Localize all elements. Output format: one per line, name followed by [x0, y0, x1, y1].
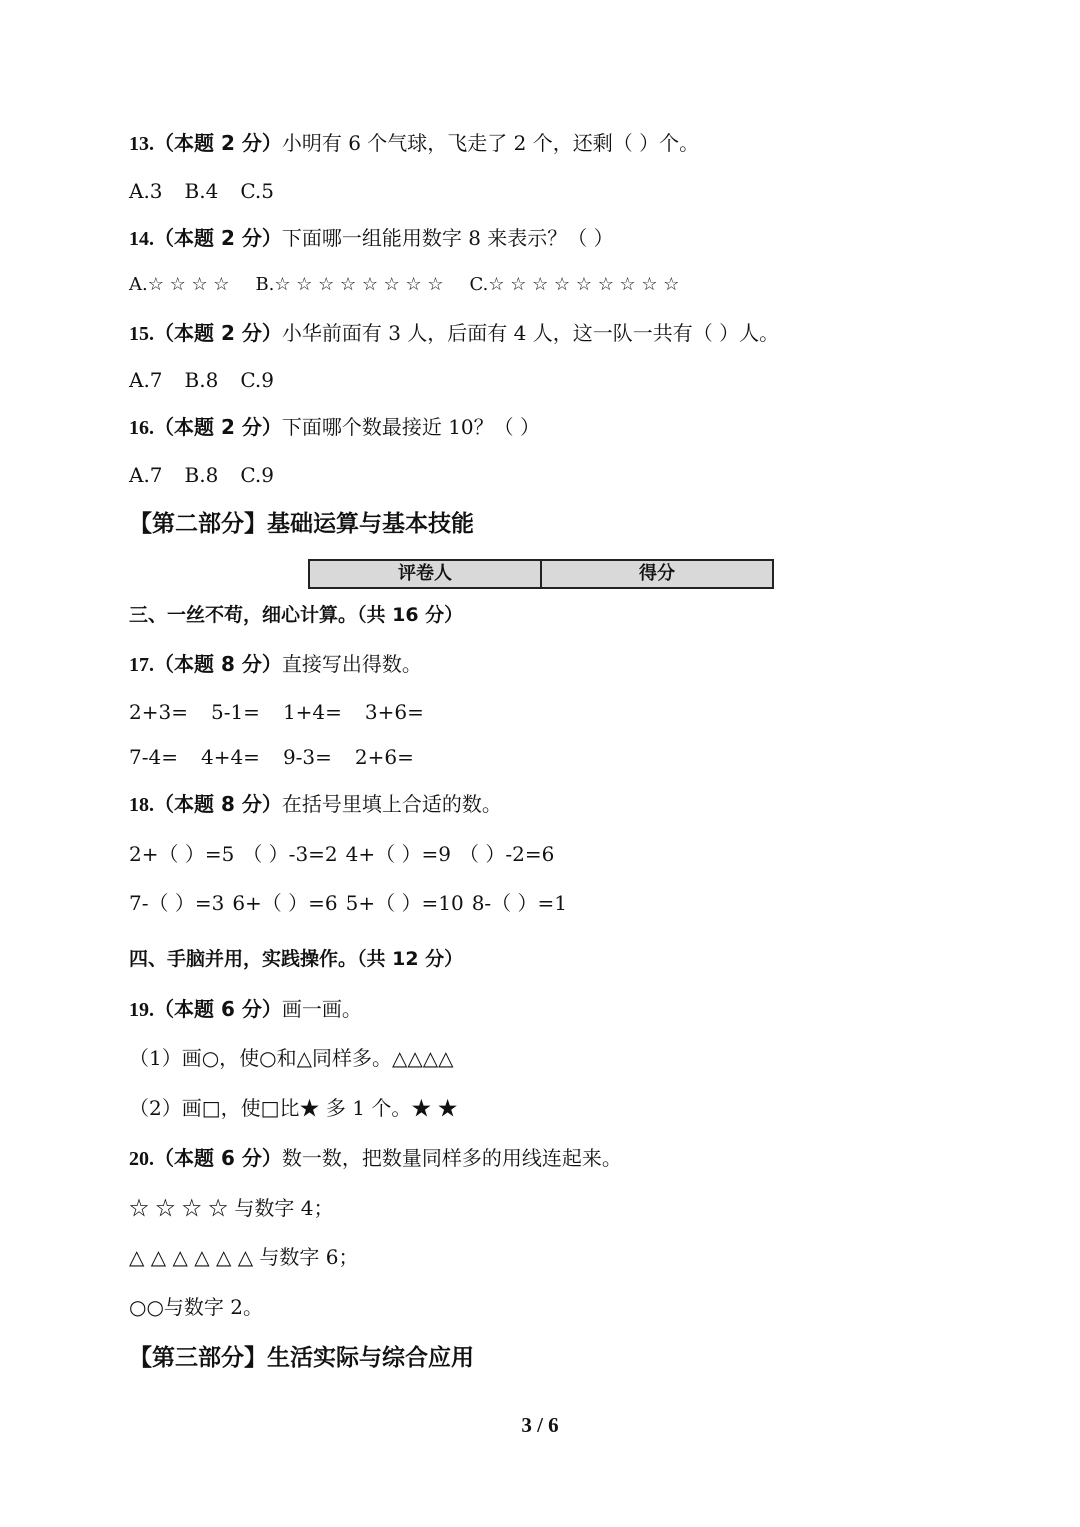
question-number: 19.: [129, 999, 154, 1021]
question-14-options: [129, 273, 679, 297]
fill-in-equation: 4+（ ）=9: [345, 842, 451, 866]
equation: 2+6=: [354, 745, 414, 769]
fill-in-equation: （ ）-3=2: [242, 842, 338, 866]
option-b: B.4: [184, 179, 219, 203]
question-text: 下面哪一组能用数字 8 来表示？（ ）: [281, 226, 614, 250]
equation: 1+4=: [282, 700, 342, 724]
equation: 9-3=: [282, 745, 332, 769]
question-points: （本题 6 分）: [154, 997, 282, 1021]
question-19-sub-1: （1）画○，使○和△同样多。△△△△: [129, 1046, 454, 1070]
option-b: B.8: [184, 368, 219, 392]
question-text: 小华前面有 3 人，后面有 4 人，这一队一共有（ ）人。: [281, 321, 780, 345]
question-18-row-2: [129, 891, 575, 915]
fill-in-equation: 2+（ ）=5: [129, 842, 235, 866]
section-3-heading: 三、一丝不苟，细心计算。（共 16 分）: [129, 604, 464, 626]
option-b: B.☆ ☆ ☆ ☆ ☆ ☆ ☆ ☆: [255, 274, 444, 295]
option-a: A.3: [129, 179, 163, 203]
question-16: [129, 415, 540, 440]
grader-reviewer-cell: 评卷人: [398, 563, 452, 584]
question-number: 14.: [129, 228, 154, 250]
option-c: C.9: [240, 463, 274, 487]
question-17-row-2: [129, 745, 437, 769]
question-16-options: [129, 463, 274, 487]
question-20: [129, 1146, 622, 1171]
question-text: 直接写出得数。: [281, 652, 422, 676]
fill-in-equation: 8-（ ）=1: [471, 891, 568, 915]
question-number: 16.: [129, 417, 154, 439]
part-2-heading: 【第二部分】基础运算与基本技能: [129, 511, 474, 537]
question-13: [129, 131, 699, 156]
page-number: 3 / 6: [521, 1413, 559, 1437]
question-14: [129, 226, 614, 251]
fill-in-equation: （ ）-2=6: [458, 842, 555, 866]
question-number: 17.: [129, 654, 154, 676]
section-4-heading: 四、手脑并用，实践操作。（共 12 分）: [129, 948, 464, 970]
question-17-row-1: [129, 700, 447, 724]
question-19-sub-2: （2）画□，使□比★ 多 1 个。★ ★: [129, 1096, 458, 1120]
question-19: [129, 997, 362, 1022]
question-points: （本题 8 分）: [154, 652, 282, 676]
option-c: C.9: [240, 368, 274, 392]
question-text: 画一画。: [281, 997, 362, 1021]
question-20-line-3: ○○与数字 2。: [129, 1295, 263, 1319]
equation: 2+3=: [129, 700, 188, 724]
equation: 4+4=: [200, 745, 260, 769]
fill-in-equation: 5+（ ）=10: [345, 891, 464, 915]
question-number: 18.: [129, 794, 154, 816]
question-text: 在括号里填上合适的数。: [281, 792, 502, 816]
grader-score-cell: 得分: [540, 561, 772, 587]
question-13-options: [129, 179, 274, 203]
option-b: B.8: [184, 463, 219, 487]
equation: 3+6=: [364, 700, 424, 724]
question-15-options: [129, 368, 274, 392]
fill-in-equation: 6+（ ）=6: [232, 891, 338, 915]
question-18: [129, 792, 502, 817]
question-points: （本题 8 分）: [154, 792, 282, 816]
question-points: （本题 2 分）: [154, 321, 282, 345]
option-a: A.7: [129, 463, 163, 487]
equation: 7-4=: [129, 745, 178, 769]
part-3-heading: 【第三部分】生活实际与综合应用: [129, 1345, 474, 1371]
question-text: 小明有 6 个气球，飞走了 2 个，还剩（ ）个。: [281, 131, 700, 155]
question-number: 13.: [129, 133, 154, 155]
question-points: （本题 2 分）: [154, 131, 282, 155]
question-points: （本题 2 分）: [154, 226, 282, 250]
question-20-line-2: △ △ △ △ △ △ 与数字 6；: [129, 1245, 359, 1269]
option-a: A.☆ ☆ ☆ ☆: [129, 274, 230, 295]
question-17: [129, 652, 422, 677]
fill-in-equation: 7-（ ）=3: [129, 891, 225, 915]
question-20-line-1: ☆ ☆ ☆ ☆ 与数字 4；: [129, 1196, 334, 1220]
question-18-row-1: [129, 842, 562, 866]
grader-table: [308, 559, 774, 589]
question-number: 20.: [129, 1148, 154, 1170]
question-text: 下面哪个数最接近 10？（ ）: [281, 415, 541, 439]
option-c: C.☆ ☆ ☆ ☆ ☆ ☆ ☆ ☆ ☆: [469, 274, 680, 295]
question-number: 15.: [129, 323, 154, 345]
question-15: [129, 321, 779, 346]
equation: 5-1=: [210, 700, 260, 724]
question-points: （本题 6 分）: [154, 1146, 282, 1170]
option-c: C.5: [240, 179, 274, 203]
question-text: 数一数，把数量同样多的用线连起来。: [281, 1146, 622, 1170]
question-points: （本题 2 分）: [154, 415, 282, 439]
option-a: A.7: [129, 368, 163, 392]
